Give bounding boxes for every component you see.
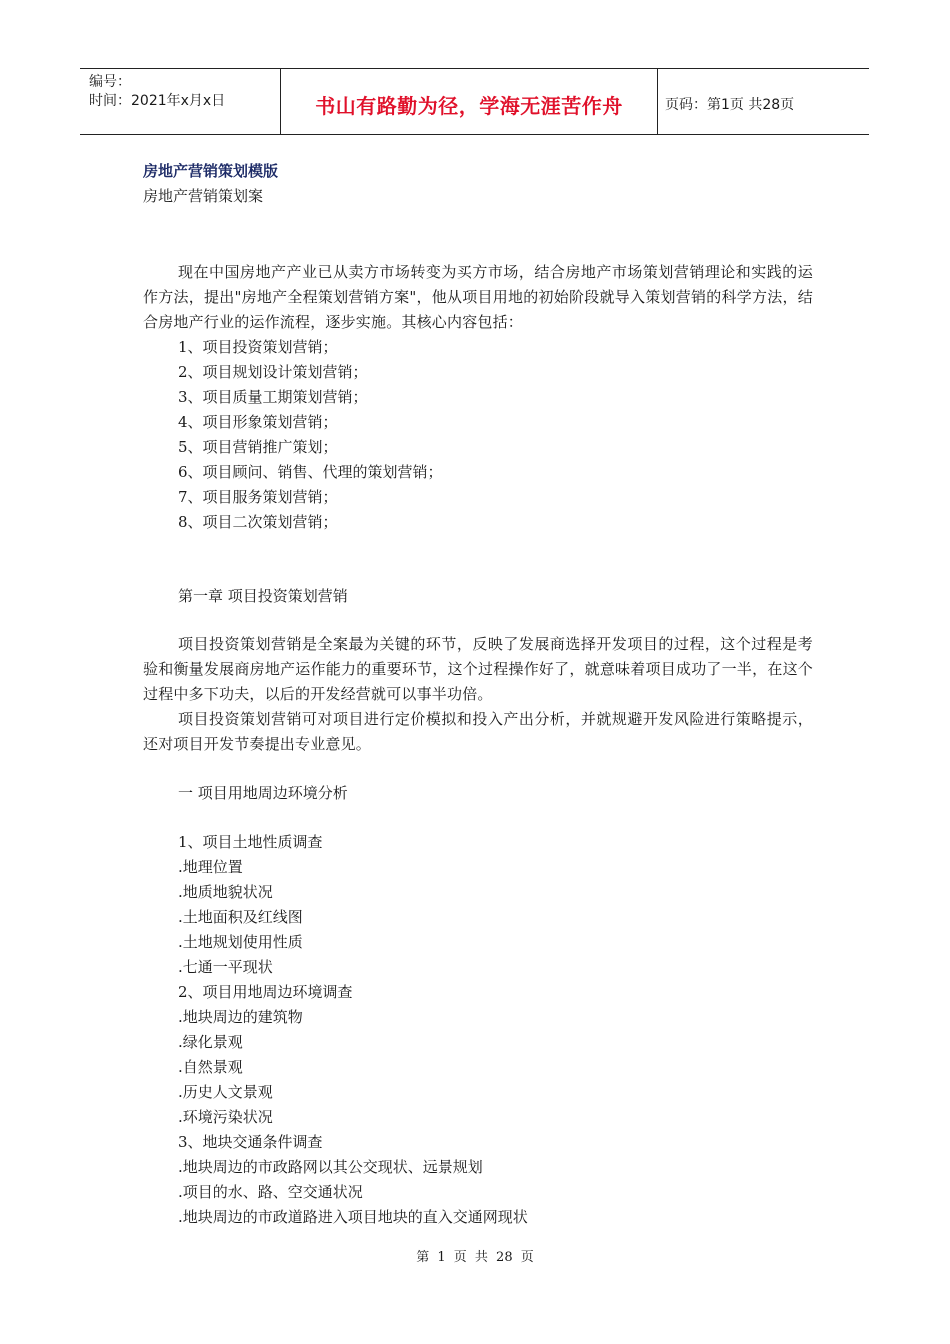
chapter-paragraph: 项目投资策划营销可对项目进行定价模拟和投入产出分析，并就规避开发风险进行策略提示，还对项目开发节奏提出专业意见。 [143,710,813,753]
bullet-item: .七通一平现状 [178,958,273,976]
spacer [143,757,813,781]
intro-paragraph: 现在中国房地产产业已从卖方市场转变为买方市场，结合房地产市场策划营销理论和实践的运作方法，提出"房地产全程策划营销方案"，他从项目用地的初始阶段就导入策划营销的科学方法，结合房地产行业的运作流程，逐步实施。其核心内容包括： [143,263,813,331]
spacer [143,209,813,234]
bullet-item: .历史人文景观 [178,1083,273,1101]
list-item: 6、项目顾问、销售、代理的策划营销； [178,463,443,481]
bullet-item: .土地面积及红线图 [178,908,303,926]
header-meta [80,69,281,134]
chapter-paragraph: 项目投资策划营销是全案最为关键的环节，反映了发展商选择开发项目的过程，这个过程是考验和衡量发展商房地产运作能力的重要环节，这个过程操作好了，就意味着项目成功了一半，在这个过程中多下功夫，以后的开发经营就可以事半功倍。 [143,635,813,703]
bullet-item: .地块周边的建筑物 [178,1008,303,1026]
bullet-item: .地块周边的市政路网以其公交现状、远景规划 [178,1158,483,1176]
list-item: 2、项目规划设计策划营销； [178,363,368,381]
list-item: 3、项目质量工期策划营销； [178,388,368,406]
list-item: 1、项目投资策划营销； [178,338,338,356]
list-item: 4、项目形象策划营销； [178,413,338,431]
bullet-item: .环境污染状况 [178,1108,273,1126]
list-item: 8、项目二次策划营销； [178,513,338,531]
document-subtitle: 房地产营销策划案 [143,187,264,205]
bullet-item: .地理位置 [178,858,243,876]
document-title: 房地产营销策划模版 [143,162,279,180]
number-label: 编号： [89,74,131,90]
bullet-item: .自然景观 [178,1058,243,1076]
subsection-title: 3、地块交通条件调查 [178,1133,323,1151]
document-body [143,159,813,1230]
spacer [143,535,813,560]
chapter-title: 第一章 项目投资策划营销 [178,587,348,605]
bullet-item: .项目的水、路、空交通状况 [178,1183,363,1201]
header-page-info-cell [658,69,869,134]
page-footer: 第 1 页 共 28 页 [416,1250,534,1265]
spacer [143,806,813,830]
header-motto: 书山有路勤为径，学海无涯苦作舟 [315,94,623,118]
spacer [143,560,813,584]
bullet-item: .地质地貌状况 [178,883,273,901]
bullet-item: .绿化景观 [178,1033,243,1051]
spacer [143,234,813,260]
document-header [80,68,869,135]
list-item: 5、项目营销推广策划； [178,438,338,456]
bullet-item: .地块周边的市政道路进入项目地块的直入交通网现状 [178,1208,528,1226]
header-page-info: 页码：第1页 共28页 [665,96,795,113]
section-title: 一 项目用地周边环境分析 [178,784,348,802]
subsection-title: 2、项目用地周边环境调查 [178,983,353,1001]
spacer [143,609,813,632]
header-motto-cell [281,69,658,134]
list-item: 7、项目服务策划营销； [178,488,338,506]
bullet-item: .土地规划使用性质 [178,933,303,951]
subsection-title: 1、项目土地性质调查 [178,833,323,851]
time-label: 时间：2021年x月x日 [89,93,226,109]
